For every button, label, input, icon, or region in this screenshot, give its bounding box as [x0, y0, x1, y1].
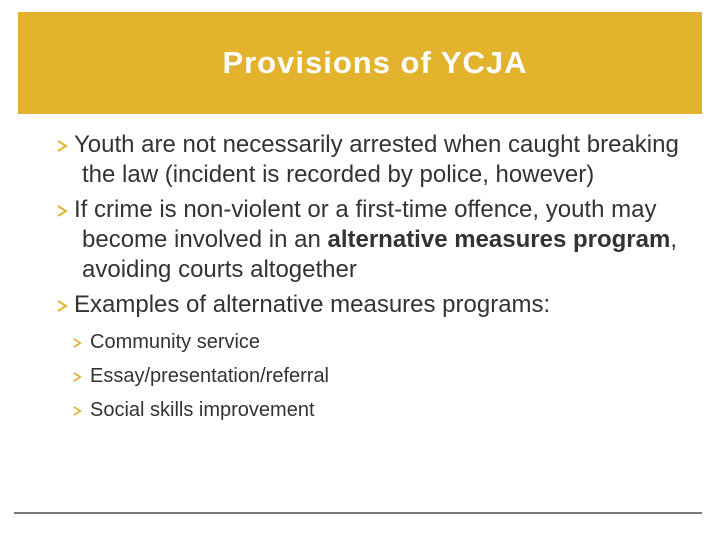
- chevron-right-icon: [56, 195, 74, 225]
- bullet-text: Youth are not necessarily arrested when caught breaking the law (incident is recorded by police, however): [74, 131, 679, 188]
- slide-title: Provisions of YCJA: [222, 45, 528, 80]
- bullet-text: , avoiding courts altogether: [82, 226, 677, 283]
- bullet-bold-text: alternative measures program: [327, 226, 671, 253]
- slide-content: [44, 130, 694, 427]
- footer-divider: [14, 512, 702, 514]
- bullet-item: [44, 195, 694, 285]
- bullet-item: [44, 130, 694, 190]
- title-bar: [18, 12, 702, 114]
- sub-bullet-item: [44, 359, 694, 393]
- sub-bullet-text: Essay/presentation/referral: [90, 365, 330, 387]
- chevron-right-icon: [72, 393, 90, 427]
- bullet-item: [44, 290, 694, 320]
- chevron-right-icon: [56, 130, 74, 160]
- sub-bullet-item: [44, 393, 694, 427]
- sub-bullet-text: Social skills improvement: [90, 399, 315, 421]
- bullet-text: Examples of alternative measures programs:: [74, 291, 551, 318]
- chevron-right-icon: [72, 359, 90, 393]
- chevron-right-icon: [56, 290, 74, 320]
- sub-bullet-text: Community service: [90, 331, 261, 353]
- chevron-right-icon: [72, 325, 90, 359]
- sub-bullet-item: [44, 325, 694, 359]
- bullet-text: If crime is non-violent or a first-time offence, youth may become involved in an: [74, 196, 657, 253]
